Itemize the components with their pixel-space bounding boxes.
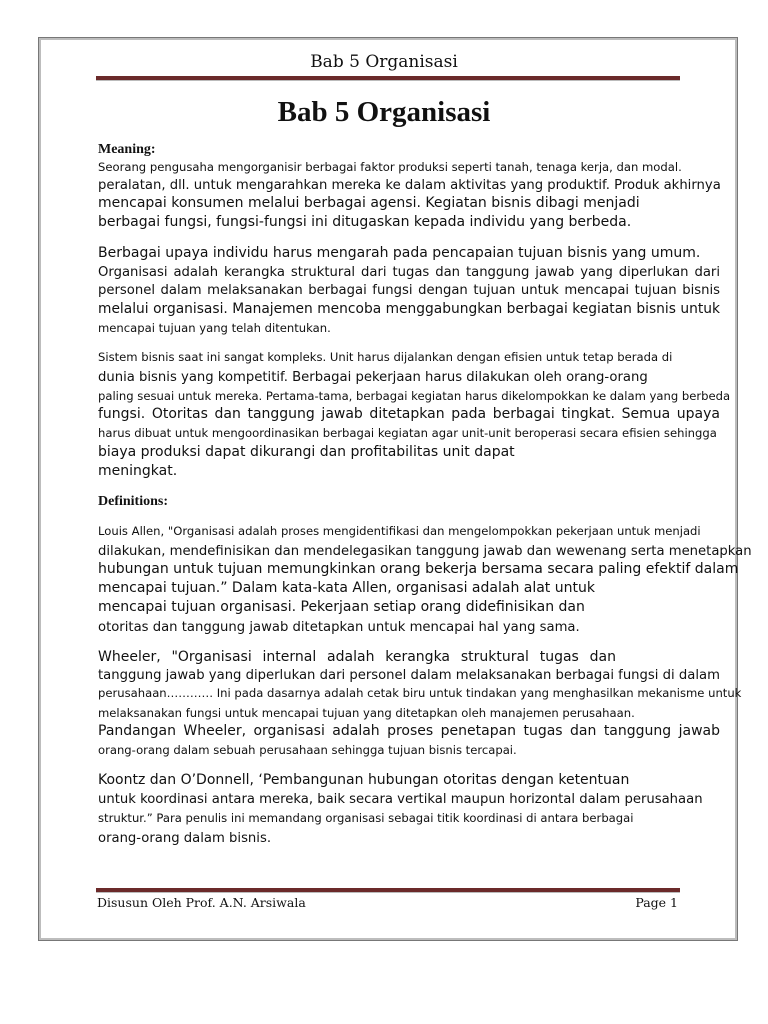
definition-line: otoritas dan tanggung jawab ditetapkan untuk mencapai hal yang sama. [98,620,580,635]
definition-line: hubungan untuk tujuan memungkinkan orang bekerja bersama secara paling efektif dalam [98,561,739,577]
header-rule [96,76,680,81]
definition-line: mencapai tujuan organisasi. Pekerjaan setiap orang didefinisikan dan [98,599,585,615]
footer-author: Disusun Oleh Prof. A.N. Arsiwala [97,895,306,910]
definition-line: dilakukan, mendefinisikan dan mendelegasikan tanggung jawab dan wewenang serta menetapkan [98,544,752,559]
footer-rule [96,888,680,893]
definition-line: untuk koordinasi antara mereka, baik secara vertikal maupun horizontal dalam perusahaan [98,792,703,807]
definition-line: struktur.” Para penulis ini memandang organisasi sebagai titik koordinasi di antara berbagai [98,811,634,825]
meaning-line: peralatan, dll. untuk mengarahkan mereka ke dalam aktivitas yang produktif. Produk akhirnya [98,178,721,193]
meaning-line: berbagai fungsi, fungsi-fungsi ini ditugaskan kepada individu yang berbeda. [98,214,632,230]
meaning-line: mencapai konsumen melalui berbagai agensi. Kegiatan bisnis dibagi menjadi [98,195,640,211]
meaning-line: mencapai tujuan yang telah ditentukan. [98,321,331,335]
definition-line: melaksanakan fungsi untuk mencapai tujuan yang ditetapkan oleh manajemen perusahaan. [98,706,635,720]
document-title: Bab 5 Organisasi [277,96,491,128]
definition-line: tanggung jawab yang diperlukan dari personel dalam melaksanakan berbagai fungsi di dalam [98,668,720,683]
meaning-line: personel dalam melaksanakan berbagai fungsi dengan tujuan untuk mencapai tujuan bisnis [98,283,720,298]
definition-line: orang-orang dalam sebuah perusahaan sehingga tujuan bisnis tercapai. [98,743,517,757]
running-header: Bab 5 Organisasi [310,52,458,72]
meaning-line: paling sesuai untuk mereka. Pertama-tama, berbagai kegiatan harus dikelompokkan ke dalam yang berbeda [98,389,731,403]
definitions-heading: Definitions: [98,494,168,509]
meaning-heading: Meaning: [98,142,156,157]
meaning-line: Organisasi adalah kerangka struktural dari tugas dan tanggung jawab yang diperlukan dari [98,265,720,280]
meaning-line: Seorang pengusaha mengorganisir berbagai faktor produksi seperti tanah, tenaga kerja, dan modal. [98,160,682,174]
definition-line: Koontz dan O’Donnell, ‘Pembangunan hubungan otoritas dengan ketentuan [98,772,630,788]
definition-line: perusahaan………… Ini pada dasarnya adalah cetak biru untuk tindakan yang menghasilkan mekanisme untuk [98,686,742,700]
meaning-line: meningkat. [98,463,178,479]
meaning-line: dunia bisnis yang kompetitif. Berbagai pekerjaan harus dilakukan oleh orang-orang [98,370,648,385]
meaning-line: Sistem bisnis saat ini sangat kompleks. Unit harus dijalankan dengan efisien untuk tetap berada di [98,350,673,364]
definition-line: mencapai tujuan.” Dalam kata-kata Allen, organisasi adalah alat untuk [98,580,595,596]
meaning-line: biaya produksi dapat dikurangi dan profitabilitas unit dapat [98,444,515,460]
meaning-line: Berbagai upaya individu harus mengarah pada pencapaian tujuan bisnis yang umum. [98,245,701,261]
meaning-line: fungsi. Otoritas dan tanggung jawab ditetapkan pada berbagai tingkat. Semua upaya [98,406,720,422]
meaning-line: harus dibuat untuk mengoordinasikan berbagai kegiatan agar unit-unit beroperasi secara efisien sehingga [98,426,717,440]
definition-line: Louis Allen, "Organisasi adalah proses mengidentifikasi dan mengelompokkan pekerjaan untuk menjadi [98,524,701,538]
definition-line: Pandangan Wheeler, organisasi adalah proses penetapan tugas dan tanggung jawab [98,723,720,739]
definition-line: orang-orang dalam bisnis. [98,831,272,846]
definition-line: Wheeler, "Organisasi internal adalah kerangka struktural tugas dan [98,649,616,665]
page-number: Page 1 [635,895,678,910]
meaning-line: melalui organisasi. Manajemen mencoba menggabungkan berbagai kegiatan bisnis untuk [98,301,720,317]
